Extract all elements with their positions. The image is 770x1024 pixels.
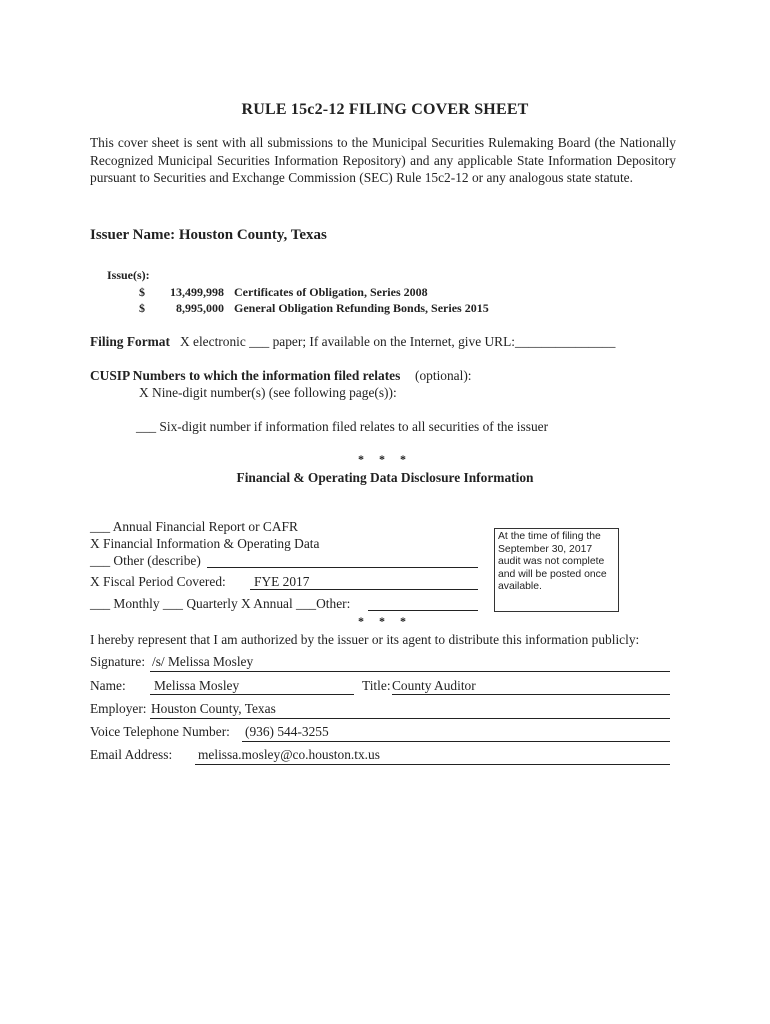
name-label: Name:: [90, 678, 126, 693]
phone-label: Voice Telephone Number:: [90, 724, 230, 739]
document-title: RULE 15c2-12 FILING COVER SHEET: [241, 101, 529, 118]
disclosure-heading: Financial & Operating Data Disclosure Information: [236, 470, 534, 485]
employer-line: [150, 718, 670, 719]
representation-statement: I hereby represent that I am authorized by the issuer or its agent to distribute this information publicly:: [90, 632, 640, 647]
employer-label: Employer:: [90, 701, 147, 716]
issue-currency: $: [139, 301, 145, 315]
phone-value: (936) 544-3255: [245, 724, 329, 739]
title-value: County Auditor: [392, 678, 476, 693]
issue-currency: $: [139, 285, 145, 299]
filing-format-label: Filing Format: [90, 334, 170, 349]
employer-value: Houston County, Texas: [151, 701, 276, 716]
section-separator: * * *: [358, 452, 412, 466]
other-describe-option: ___ Other (describe): [90, 553, 201, 568]
cusip-six-digit: ___ Six-digit number if information filed relates to all securities of the issuer: [136, 419, 549, 434]
fiscal-period-value: FYE 2017: [254, 574, 310, 589]
name-line: [150, 694, 354, 695]
signature-line: [150, 671, 670, 672]
issue-description: Certificates of Obligation, Series 2008: [234, 285, 428, 299]
filing-format-options: X electronic ___ paper; If available on the Internet, give URL:_______________: [180, 334, 616, 349]
audit-note-box: At the time of filing the September 30, 2017 audit was not complete and will be posted once available.: [494, 528, 619, 612]
issue-amount: 8,995,000: [176, 301, 224, 315]
signature-label: Signature:: [90, 654, 146, 669]
issue-amount: 13,499,998: [170, 285, 224, 299]
phone-line: [242, 741, 670, 742]
section-separator: * * *: [358, 614, 412, 628]
other-describe-line: [207, 567, 478, 568]
cusip-optional: (optional):: [415, 368, 472, 383]
annual-report-option: ___ Annual Financial Report or CAFR: [90, 519, 298, 534]
email-label: Email Address:: [90, 747, 173, 762]
fiscal-period-label: X Fiscal Period Covered:: [90, 574, 226, 589]
name-value: Melissa Mosley: [154, 678, 240, 693]
financial-info-option: X Financial Information & Operating Data: [90, 536, 320, 551]
signature-value: /s/ Melissa Mosley: [152, 654, 254, 669]
intro-paragraph: This cover sheet is sent with all submissions to the Municipal Securities Rulemaking Board (the Nationally Recognized Municipal Securities Information Repository) and any applicable State Information Depository pursuant to Securities and Exchange Commission (SEC) Rule 15c2-12 or any analogous state statute.: [90, 135, 676, 186]
period-options: ___ Monthly ___ Quarterly X Annual ___Other:: [90, 596, 351, 611]
cusip-nine-digit: X Nine-digit number(s) (see following page(s)):: [139, 385, 397, 400]
issue-description: General Obligation Refunding Bonds, Series 2015: [234, 301, 489, 315]
other-period-line: [368, 610, 478, 611]
issuer-name: Issuer Name: Houston County, Texas: [90, 227, 327, 243]
cusip-label: CUSIP Numbers to which the information filed relates: [90, 368, 401, 383]
email-value: melissa.mosley@co.houston.tx.us: [198, 747, 380, 762]
email-line: [195, 764, 670, 765]
fiscal-period-line: [250, 589, 478, 590]
issues-label: Issue(s):: [107, 268, 150, 282]
title-line: [392, 694, 670, 695]
title-label: Title:: [362, 678, 391, 693]
